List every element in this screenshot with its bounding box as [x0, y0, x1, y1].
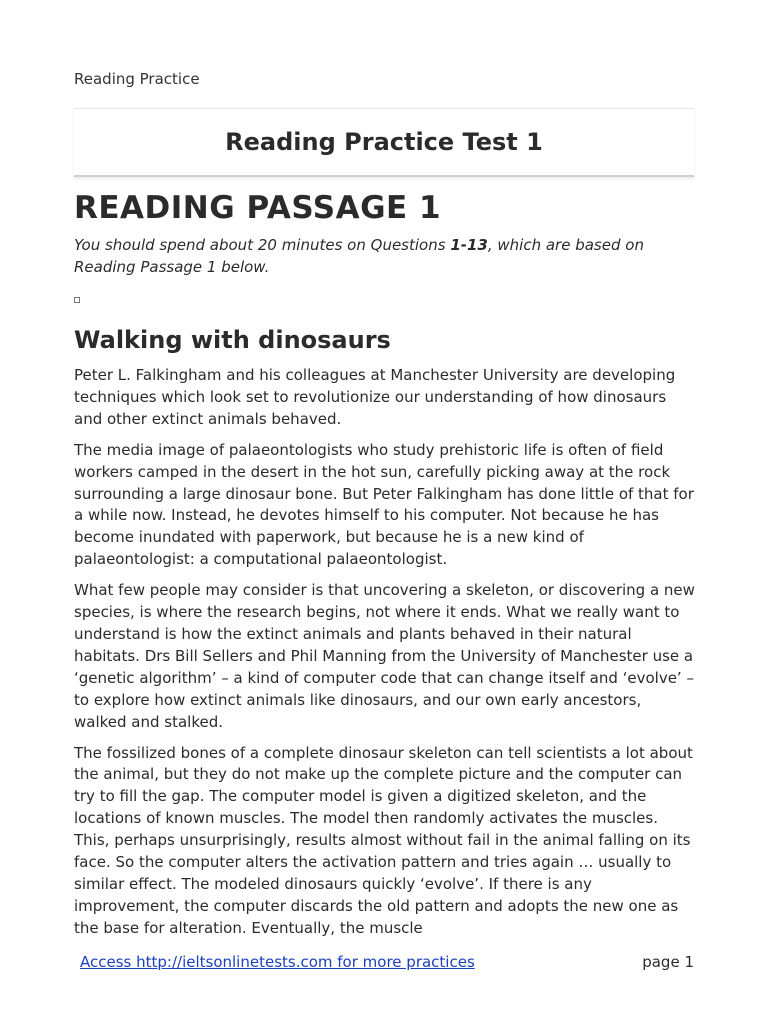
article-title: Walking with dinosaurs — [74, 326, 391, 354]
article-body-clip — [0, 365, 768, 943]
instruction-text — [74, 234, 694, 278]
header-label: Reading Practice — [74, 70, 200, 88]
practice-link[interactable]: Access http://ieltsonlinetests.com for more practices — [80, 953, 475, 971]
article-paragraph: What few people may consider is that uncovering a skeleton, or discovering a new species, is where the research begins, not where it ends. What we really want to understand is how the extinct animals and plants behaved in their natural habitats. Drs Bill Sellers and Phil Manning from the University of Manchester use a ‘genetic algorithm’ – a kind of computer code that can change itself and ‘evolve’ – to explore how extinct animals like dinosaurs, and our own early ancestors, walked and stalked. — [74, 581, 695, 731]
page-footer — [80, 953, 694, 971]
passage-heading: READING PASSAGE 1 — [74, 190, 442, 226]
test-title: Reading Practice Test 1 — [225, 128, 543, 156]
instruction-part1: You should spend about 20 minutes on Questions — [74, 236, 451, 254]
article-paragraph: Peter L. Falkingham and his colleagues at Manchester University are developing techniques which look set to revolutionize our understanding of how dinosaurs and other extinct animals behaved. — [74, 366, 676, 428]
article-paragraph: The media image of palaeontologists who study prehistoric life is often of field workers camped in the desert in the hot sun, carefully picking away at the rock surrounding a large dinosaur bone. But Peter Falkingham has done little of that for a while now. Instead, he devotes himself to his computer. Not because he has become inundated with paperwork, but because he is a new kind of palaeontologist: a computational palaeontologist. — [74, 440, 694, 569]
article-paragraph: The fossilized bones of a complete dinosaur skeleton can tell scientists a lot about the animal, but they do not make up the complete picture and the computer can try to fill the gap. The computer model is given a digitized skeleton, and the locations of known muscles. The model then randomly activates the muscles. This, perhaps unsurprisingly, results almost without fail in the animal falling on its face. So the computer alters the activation pattern and tries again … usually to similar effect. The modeled dinosaurs quickly ‘evolve’. If there is any improvement, the computer discards the old pattern and adopts the new one as the base for alteration. Eventually, the muscle — [74, 743, 693, 937]
page-number: page 1 — [642, 953, 694, 971]
instruction-part2: , which are based on Reading Passage 1 below. — [74, 236, 644, 276]
instruction-question-range: 1-13 — [450, 236, 488, 254]
title-box — [74, 108, 694, 177]
image-placeholder-icon — [74, 297, 80, 303]
article-body — [74, 365, 696, 943]
